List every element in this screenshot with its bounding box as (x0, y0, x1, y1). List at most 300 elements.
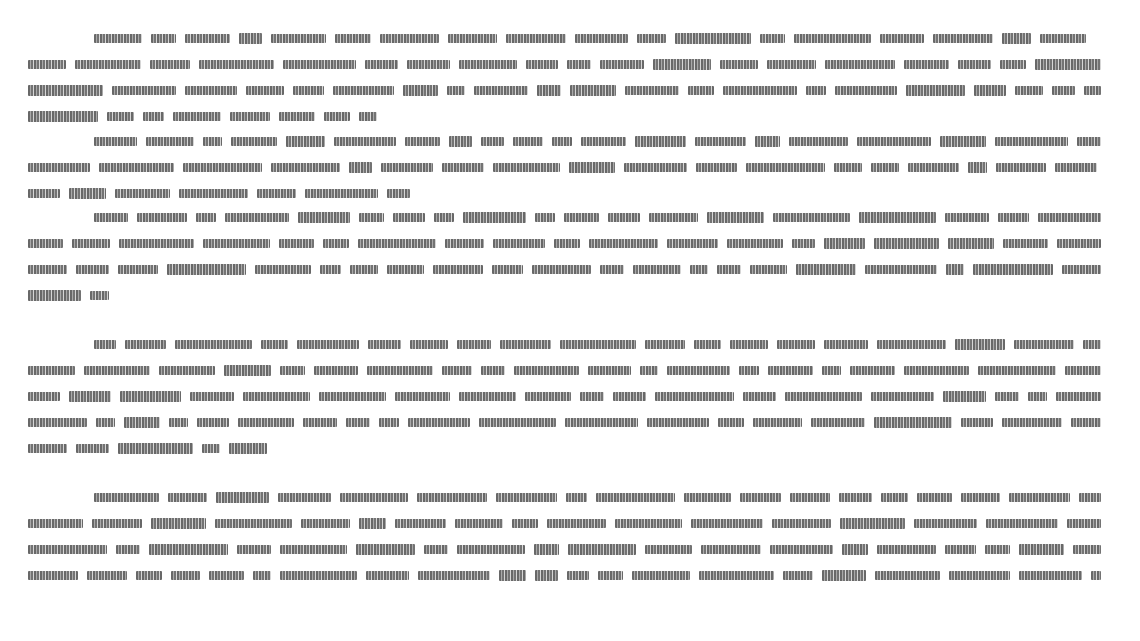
blurred-word (701, 545, 761, 554)
blurred-word (119, 239, 194, 248)
blurred-word (500, 340, 551, 349)
blurred-word (96, 418, 115, 427)
blurred-word (479, 418, 556, 427)
blurred-word (1073, 545, 1101, 554)
blurred-word (185, 34, 230, 43)
blurred-word (806, 86, 826, 95)
blurred-word (196, 213, 216, 222)
blurred-word (691, 519, 763, 528)
blurred-word (917, 493, 952, 502)
text-line (28, 510, 1110, 536)
blurred-word (532, 265, 591, 274)
blurred-word (87, 571, 127, 580)
blurred-word (688, 86, 714, 95)
blurred-word (570, 85, 616, 96)
blurred-word (645, 545, 692, 554)
blurred-word (789, 137, 848, 146)
blurred-word (69, 391, 111, 402)
blurred-word (179, 189, 248, 198)
blurred-word (600, 265, 624, 274)
blurred-word (459, 392, 516, 401)
blurred-word (904, 60, 949, 69)
blurred-word (146, 137, 194, 146)
blurred-word (90, 291, 109, 300)
text-line (28, 331, 1110, 357)
blurred-word (349, 162, 372, 173)
text-line (28, 282, 1110, 308)
text-line (28, 484, 1110, 510)
blurred-word (381, 163, 433, 172)
blurred-word (410, 340, 448, 349)
blurred-word (92, 519, 142, 528)
blurred-word (635, 136, 686, 147)
blurred-word (143, 112, 164, 121)
blurred-word (124, 417, 160, 428)
blurred-word (261, 340, 288, 349)
blurred-word (493, 163, 560, 172)
blurred-word (239, 33, 262, 44)
blurred-word (567, 571, 589, 580)
blurred-word (649, 213, 698, 222)
blurred-word (877, 545, 936, 554)
blurred-word (215, 519, 292, 528)
paragraph (28, 25, 1110, 129)
blurred-word (94, 137, 137, 146)
blurred-word (246, 86, 284, 95)
blurred-word (209, 571, 244, 580)
blurred-word (1055, 163, 1097, 172)
blurred-word (506, 34, 566, 43)
blurred-word (608, 213, 640, 222)
blurred-word (481, 137, 504, 146)
blurred-word (961, 493, 1000, 502)
blurred-word (257, 189, 296, 198)
blurred-word (149, 544, 228, 555)
blurred-word (457, 340, 491, 349)
blurred-word (169, 418, 188, 427)
blurred-word (1035, 59, 1101, 70)
blurred-word (118, 443, 193, 454)
blurred-word (740, 493, 781, 502)
blurred-word (279, 112, 315, 121)
blurred-word (552, 137, 572, 146)
blurred-word (333, 86, 394, 95)
blurred-word (842, 544, 868, 555)
blurred-word (136, 571, 162, 580)
blurred-word (72, 239, 110, 248)
blurred-word (202, 444, 220, 453)
blurred-word (699, 571, 774, 580)
blurred-word (366, 571, 409, 580)
blurred-word (945, 213, 989, 222)
blurred-word (695, 137, 746, 146)
blurred-word (1083, 340, 1101, 349)
blurred-word (424, 545, 448, 554)
blurred-word (859, 212, 936, 223)
blurred-word (767, 60, 816, 69)
blurred-word (839, 493, 872, 502)
blurred-word (1000, 60, 1026, 69)
blurred-word (875, 571, 940, 580)
blurred-word (834, 163, 862, 172)
blurred-word (850, 366, 895, 375)
text-line (28, 409, 1110, 435)
text-line (28, 562, 1110, 588)
blurred-word (283, 60, 356, 69)
blurred-word (115, 189, 170, 198)
blurred-word (125, 340, 166, 349)
blurred-word (303, 418, 337, 427)
blurred-word (1040, 34, 1086, 43)
blurred-word (647, 418, 709, 427)
blurred-word (112, 86, 176, 95)
blurred-word (880, 34, 924, 43)
blurred-word (417, 493, 487, 502)
blurred-word (720, 60, 758, 69)
blurred-word (159, 366, 215, 375)
blurred-word (717, 265, 741, 274)
blurred-word (760, 34, 785, 43)
text-line (28, 77, 1110, 103)
blurred-word (840, 518, 905, 529)
blurred-word (449, 136, 472, 147)
blurred-word (637, 34, 666, 43)
blurred-word (684, 493, 731, 502)
blurred-word (596, 493, 675, 502)
blurred-word (28, 418, 87, 427)
blurred-word (320, 265, 341, 274)
blurred-word (151, 34, 176, 43)
blurred-word (457, 545, 525, 554)
blurred-word (28, 545, 107, 554)
blurred-word (387, 189, 410, 198)
blurred-word (393, 213, 425, 222)
blurred-word (359, 112, 377, 121)
blurred-word (723, 86, 797, 95)
blurred-word (335, 34, 371, 43)
blurred-word (600, 60, 644, 69)
blurred-word (359, 518, 386, 529)
blurred-word (379, 418, 399, 427)
blurred-word (1002, 418, 1062, 427)
blurred-word (442, 163, 484, 172)
blurred-word (772, 519, 831, 528)
blurred-word (168, 493, 207, 502)
blurred-word (940, 136, 986, 147)
blurred-word (76, 444, 109, 453)
blurred-word (107, 112, 134, 121)
blurred-word (448, 34, 497, 43)
paragraph (28, 128, 1110, 206)
blurred-word (575, 34, 628, 43)
blurred-word (908, 163, 959, 172)
blurred-word (792, 239, 815, 248)
blurred-word (822, 366, 841, 375)
blurred-word (824, 340, 868, 349)
blurred-word (84, 366, 150, 375)
blurred-word (253, 571, 271, 580)
blurred-word (568, 544, 636, 555)
blurred-word (746, 163, 825, 172)
blurred-word (1071, 418, 1101, 427)
text-line (28, 103, 1110, 129)
blurred-word (407, 60, 450, 69)
text-line (28, 357, 1110, 383)
blurred-word (777, 340, 815, 349)
blurred-word (1038, 213, 1101, 222)
paragraph (28, 331, 1110, 461)
blurred-word (173, 112, 221, 121)
blurred-word (565, 418, 638, 427)
blurred-word (958, 60, 991, 69)
blurred-word (914, 519, 977, 528)
blurred-word (822, 570, 866, 581)
blurred-word (1052, 86, 1075, 95)
blurred-word (1062, 265, 1101, 274)
blurred-word (28, 60, 66, 69)
blurred-word (707, 212, 764, 223)
blurred-word (94, 34, 142, 43)
blurred-word (653, 59, 711, 70)
paragraph (28, 204, 1110, 308)
blurred-word (75, 60, 141, 69)
blurred-word (150, 60, 190, 69)
blurred-word (230, 112, 270, 121)
blurred-word (580, 392, 604, 401)
blurred-word (796, 264, 856, 275)
text-line (28, 204, 1110, 230)
blurred-word (28, 85, 103, 96)
blurred-word (547, 519, 606, 528)
blurred-word (625, 86, 679, 95)
blurred-word (1091, 571, 1101, 580)
blurred-word (442, 366, 472, 375)
blurred-word (968, 162, 987, 173)
blurred-word (368, 340, 401, 349)
blurred-word (1057, 239, 1101, 248)
blurred-word (350, 265, 378, 274)
blurred-word (615, 519, 682, 528)
blurred-word (94, 340, 116, 349)
blurred-word (1056, 392, 1101, 401)
blurred-word (535, 213, 555, 222)
blurred-word (567, 60, 591, 69)
blurred-word (447, 86, 465, 95)
blurred-word (323, 239, 349, 248)
blurred-word (380, 34, 439, 43)
blurred-word (499, 570, 526, 581)
blurred-word (297, 340, 359, 349)
blurred-word (1019, 571, 1082, 580)
blurred-word (418, 571, 490, 580)
blurred-word (28, 111, 98, 122)
blurred-word (535, 570, 558, 581)
blurred-word (874, 238, 939, 249)
paragraph (28, 484, 1110, 614)
blurred-word (949, 571, 1010, 580)
blurred-word (175, 340, 252, 349)
blurred-word (199, 60, 274, 69)
blurred-word (28, 290, 81, 301)
blurred-word (783, 571, 813, 580)
blurred-word (183, 163, 262, 172)
blurred-word (825, 60, 895, 69)
blurred-word (525, 392, 571, 401)
blurred-word (280, 545, 347, 554)
blurred-word (1028, 392, 1047, 401)
blurred-word (877, 340, 946, 349)
blurred-word (305, 189, 378, 198)
blurred-word (493, 239, 545, 248)
blurred-word (433, 265, 483, 274)
blurred-word (739, 366, 759, 375)
blurred-word (238, 418, 294, 427)
blurred-word (271, 163, 340, 172)
blurred-word (492, 265, 523, 274)
blurred-word (356, 544, 415, 555)
blurred-word (824, 238, 865, 249)
blurred-word (753, 418, 802, 427)
blurred-word (1002, 33, 1031, 44)
blurred-word (1084, 86, 1101, 95)
text-line (28, 435, 1110, 461)
blurred-word (655, 392, 734, 401)
blurred-word (28, 519, 83, 528)
blurred-word (455, 519, 503, 528)
blurred-word (871, 163, 899, 172)
blurred-word (961, 418, 993, 427)
blurred-word (237, 545, 271, 554)
blurred-word (881, 493, 908, 502)
blurred-word (1077, 137, 1101, 146)
blurred-word (933, 34, 993, 43)
blurred-word (730, 340, 768, 349)
blurred-word (512, 519, 538, 528)
blurred-word (434, 213, 454, 222)
blurred-word (28, 239, 63, 248)
blurred-word (28, 444, 67, 453)
blurred-word (314, 366, 358, 375)
blurred-word (367, 366, 433, 375)
blurred-word (667, 366, 730, 375)
blurred-word (770, 545, 833, 554)
blurred-word (1019, 544, 1064, 555)
blurred-word (231, 137, 277, 146)
blurred-word (865, 265, 937, 274)
blurred-word (948, 238, 994, 249)
blurred-word (640, 366, 658, 375)
blurred-word (589, 239, 658, 248)
blurred-word (319, 392, 386, 401)
blurred-word (408, 418, 470, 427)
text-line (28, 230, 1110, 256)
text-line (28, 383, 1110, 409)
blurred-word (569, 162, 615, 173)
blurred-word (203, 137, 222, 146)
blurred-word (229, 443, 267, 454)
blurred-word (978, 366, 1056, 375)
blurred-word (995, 392, 1019, 401)
blurred-word (526, 60, 558, 69)
blurred-word (1003, 239, 1048, 248)
blurred-word (358, 239, 436, 248)
blurred-word (28, 163, 90, 172)
blurred-word (1067, 519, 1101, 528)
blurred-word (151, 518, 206, 529)
blurred-word (28, 571, 78, 580)
blurred-word (857, 137, 931, 146)
blurred-word (395, 519, 446, 528)
blurred-word (459, 60, 517, 69)
blurred-word (835, 86, 897, 95)
blurred-word (137, 213, 187, 222)
blurred-word (675, 33, 751, 44)
blurred-word (167, 264, 246, 275)
blurred-word (566, 493, 587, 502)
blurred-word (534, 544, 559, 555)
blurred-word (496, 493, 557, 502)
blurred-word (514, 366, 579, 375)
blurred-word (986, 519, 1058, 528)
text-line (28, 128, 1110, 154)
blurred-word (224, 365, 271, 376)
blurred-word (667, 239, 718, 248)
text-line (28, 588, 1110, 614)
blurred-word (811, 418, 865, 427)
blurred-word (560, 340, 636, 349)
blurred-word (94, 493, 159, 502)
blurred-word (974, 85, 1006, 96)
blurred-word (973, 264, 1053, 275)
blurred-word (28, 366, 75, 375)
blurred-word (874, 417, 952, 428)
blurred-word (403, 85, 438, 96)
blurred-word (279, 239, 314, 248)
blurred-word (588, 366, 631, 375)
text-line (28, 180, 1110, 206)
blurred-word (581, 137, 626, 146)
blurred-word (1079, 493, 1101, 502)
blurred-word (334, 137, 396, 146)
blurred-word (645, 340, 685, 349)
blurred-word (216, 492, 269, 503)
blurred-word (998, 213, 1029, 222)
blurred-word (171, 571, 200, 580)
blurred-word (340, 493, 408, 502)
blurred-word (513, 137, 543, 146)
blurred-word (946, 264, 964, 275)
blurred-word (99, 163, 174, 172)
blurred-word (94, 213, 128, 222)
blurred-word (694, 340, 721, 349)
blurred-word (945, 545, 976, 554)
blurred-word (537, 85, 561, 96)
blurred-word (69, 188, 106, 199)
blurred-word (203, 239, 270, 248)
blurred-word (405, 137, 440, 146)
blurred-word (280, 571, 357, 580)
blurred-word (271, 34, 326, 43)
blurred-word (298, 212, 350, 223)
blurred-word (633, 265, 681, 274)
blurred-word (1014, 340, 1074, 349)
blurred-word (286, 136, 325, 147)
blurred-word (1015, 86, 1043, 95)
blurred-word (293, 86, 324, 95)
blurred-word (120, 391, 181, 402)
blurred-word (985, 545, 1010, 554)
blurred-word (190, 392, 234, 401)
